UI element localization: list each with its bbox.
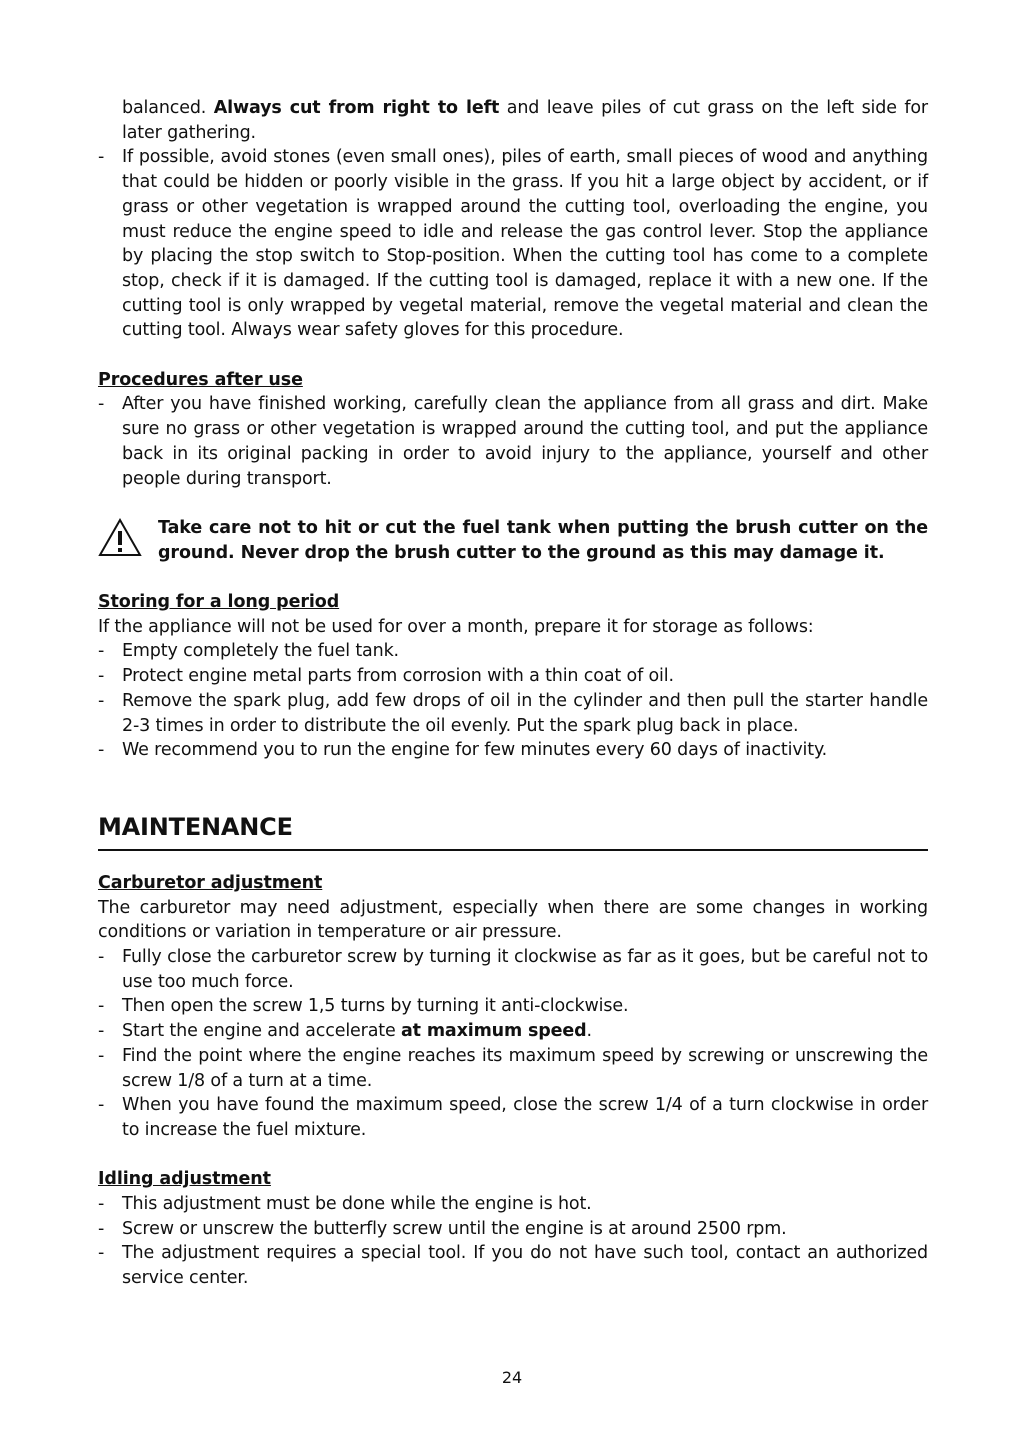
list-item bbox=[98, 1019, 928, 1044]
intro-bold-text: Always cut from right to left bbox=[213, 98, 500, 118]
warning-triangle-icon bbox=[98, 518, 142, 558]
intro-paragraph bbox=[98, 96, 928, 145]
bullet-dash: - bbox=[98, 394, 105, 415]
warning-text: Take care not to hit or cut the fuel tank when putting the brush cutter on the ground. Never drop the brush cutter to the ground as this may damage it. bbox=[158, 517, 928, 563]
list-item bbox=[98, 145, 928, 343]
list-item-text: Protect engine metal parts from corrosion with a thin coat of oil. bbox=[122, 666, 674, 687]
bullet-dash: - bbox=[98, 1021, 105, 1042]
bullet-dash: - bbox=[98, 1218, 105, 1239]
storing-intro: If the appliance will not be used for over a month, prepare it for storage as follows: bbox=[98, 616, 814, 637]
list-item-bold-text: at maximum speed bbox=[401, 1021, 587, 1042]
bullet-dash: - bbox=[98, 1095, 105, 1116]
list-item bbox=[98, 994, 928, 1019]
bullet-dash: - bbox=[98, 147, 105, 168]
bullet-dash: - bbox=[98, 1243, 105, 1264]
list-item bbox=[98, 664, 928, 689]
bullet-dash: - bbox=[98, 1045, 105, 1066]
page-content bbox=[98, 96, 928, 1291]
list-item-text: Screw or unscrew the butterfly screw until the engine is at around 2500 rpm. bbox=[122, 1218, 787, 1239]
bullet-dash: - bbox=[98, 1194, 105, 1215]
list-item bbox=[98, 1093, 928, 1142]
list-item-text: If possible, avoid stones (even small ones), piles of earth, small pieces of wood and anything that could be hidden or poorly visible in the grass. If you hit a large object by accident, or if grass or other vegetation is wrapped around the cutting tool, overloading the engine, you must reduce the engine speed to idle and release the gas control lever. Stop the appliance by placing the stop switch to Stop-position. When the cutting tool has come to a complete stop, check if it is damaged. If the cutting tool is damaged, replace it with a new one. If the cutting tool is only wrapped by vegetal material, remove the vegetal material and clean the cutting tool. Always wear safety gloves for this procedure. bbox=[122, 147, 928, 341]
list-item-text: Empty completely the fuel tank. bbox=[122, 641, 399, 662]
list-item-text: Find the point where the engine reaches its maximum speed by screwing or unscrewing the screw 1/8 of a turn at a time. bbox=[122, 1045, 928, 1091]
list-item bbox=[98, 1044, 928, 1093]
list-item bbox=[98, 392, 928, 491]
section-heading-idling: Idling adjustment bbox=[98, 1169, 271, 1190]
bullet-dash: - bbox=[98, 947, 105, 968]
list-item-text: When you have found the maximum speed, close the screw 1/4 of a turn clockwise in order to increase the fuel mixture. bbox=[122, 1095, 928, 1140]
intro-text: balanced. bbox=[122, 98, 214, 118]
section-heading-after-use: Procedures after use bbox=[98, 369, 303, 390]
maintenance-title: MAINTENANCE bbox=[98, 813, 928, 851]
list-item-text: This adjustment must be done while the engine is hot. bbox=[122, 1194, 592, 1215]
section-heading-carburetor: Carburetor adjustment bbox=[98, 872, 323, 893]
list-item-text: Start the engine and accelerate bbox=[122, 1021, 402, 1042]
list-item bbox=[98, 639, 928, 664]
list-item bbox=[98, 945, 928, 994]
list-item bbox=[98, 689, 928, 738]
list-item-text: After you have finished working, carefully clean the appliance from all grass and dirt. Make sure no grass or other vegetation is wrapped around the cutting tool, and put the appliance back in its original packing in order to avoid injury to the appliance, yourself and other people during transport. bbox=[122, 394, 928, 489]
list-item bbox=[98, 1192, 928, 1217]
bullet-dash: - bbox=[98, 641, 105, 662]
bullet-dash: - bbox=[98, 666, 105, 687]
list-item-text-end: . bbox=[586, 1021, 592, 1042]
section-heading-storing: Storing for a long period bbox=[98, 592, 340, 613]
list-item bbox=[98, 1241, 928, 1290]
list-item-text: Remove the spark plug, add few drops of oil in the cylinder and then pull the starter handle 2-3 times in order to distribute the oil evenly. Put the spark plug back in place. bbox=[122, 690, 928, 736]
list-item-text: The adjustment requires a special tool. If you do not have such tool, contact an authorized service center. bbox=[122, 1243, 928, 1289]
intro-text-rest: and leave piles of cut grass on the left side for later gathering. bbox=[122, 98, 928, 143]
bullet-dash: - bbox=[98, 690, 105, 711]
warning-box bbox=[98, 516, 928, 565]
bullet-dash: - bbox=[98, 740, 105, 761]
page-number: 24 bbox=[501, 1368, 523, 1387]
list-item bbox=[98, 1217, 928, 1242]
list-item-text: We recommend you to run the engine for few minutes every 60 days of inactivity. bbox=[122, 740, 828, 761]
list-item bbox=[98, 738, 928, 763]
list-item-text: Then open the screw 1,5 turns by turning it anti-clockwise. bbox=[122, 996, 629, 1017]
carburetor-intro: The carburetor may need adjustment, especially when there are some changes in working conditions or variation in temperature or air pressure. bbox=[98, 897, 928, 943]
bullet-dash: - bbox=[98, 996, 105, 1017]
list-item-text: Fully close the carburetor screw by turning it clockwise as far as it goes, but be careful not to use too much force. bbox=[122, 947, 928, 992]
